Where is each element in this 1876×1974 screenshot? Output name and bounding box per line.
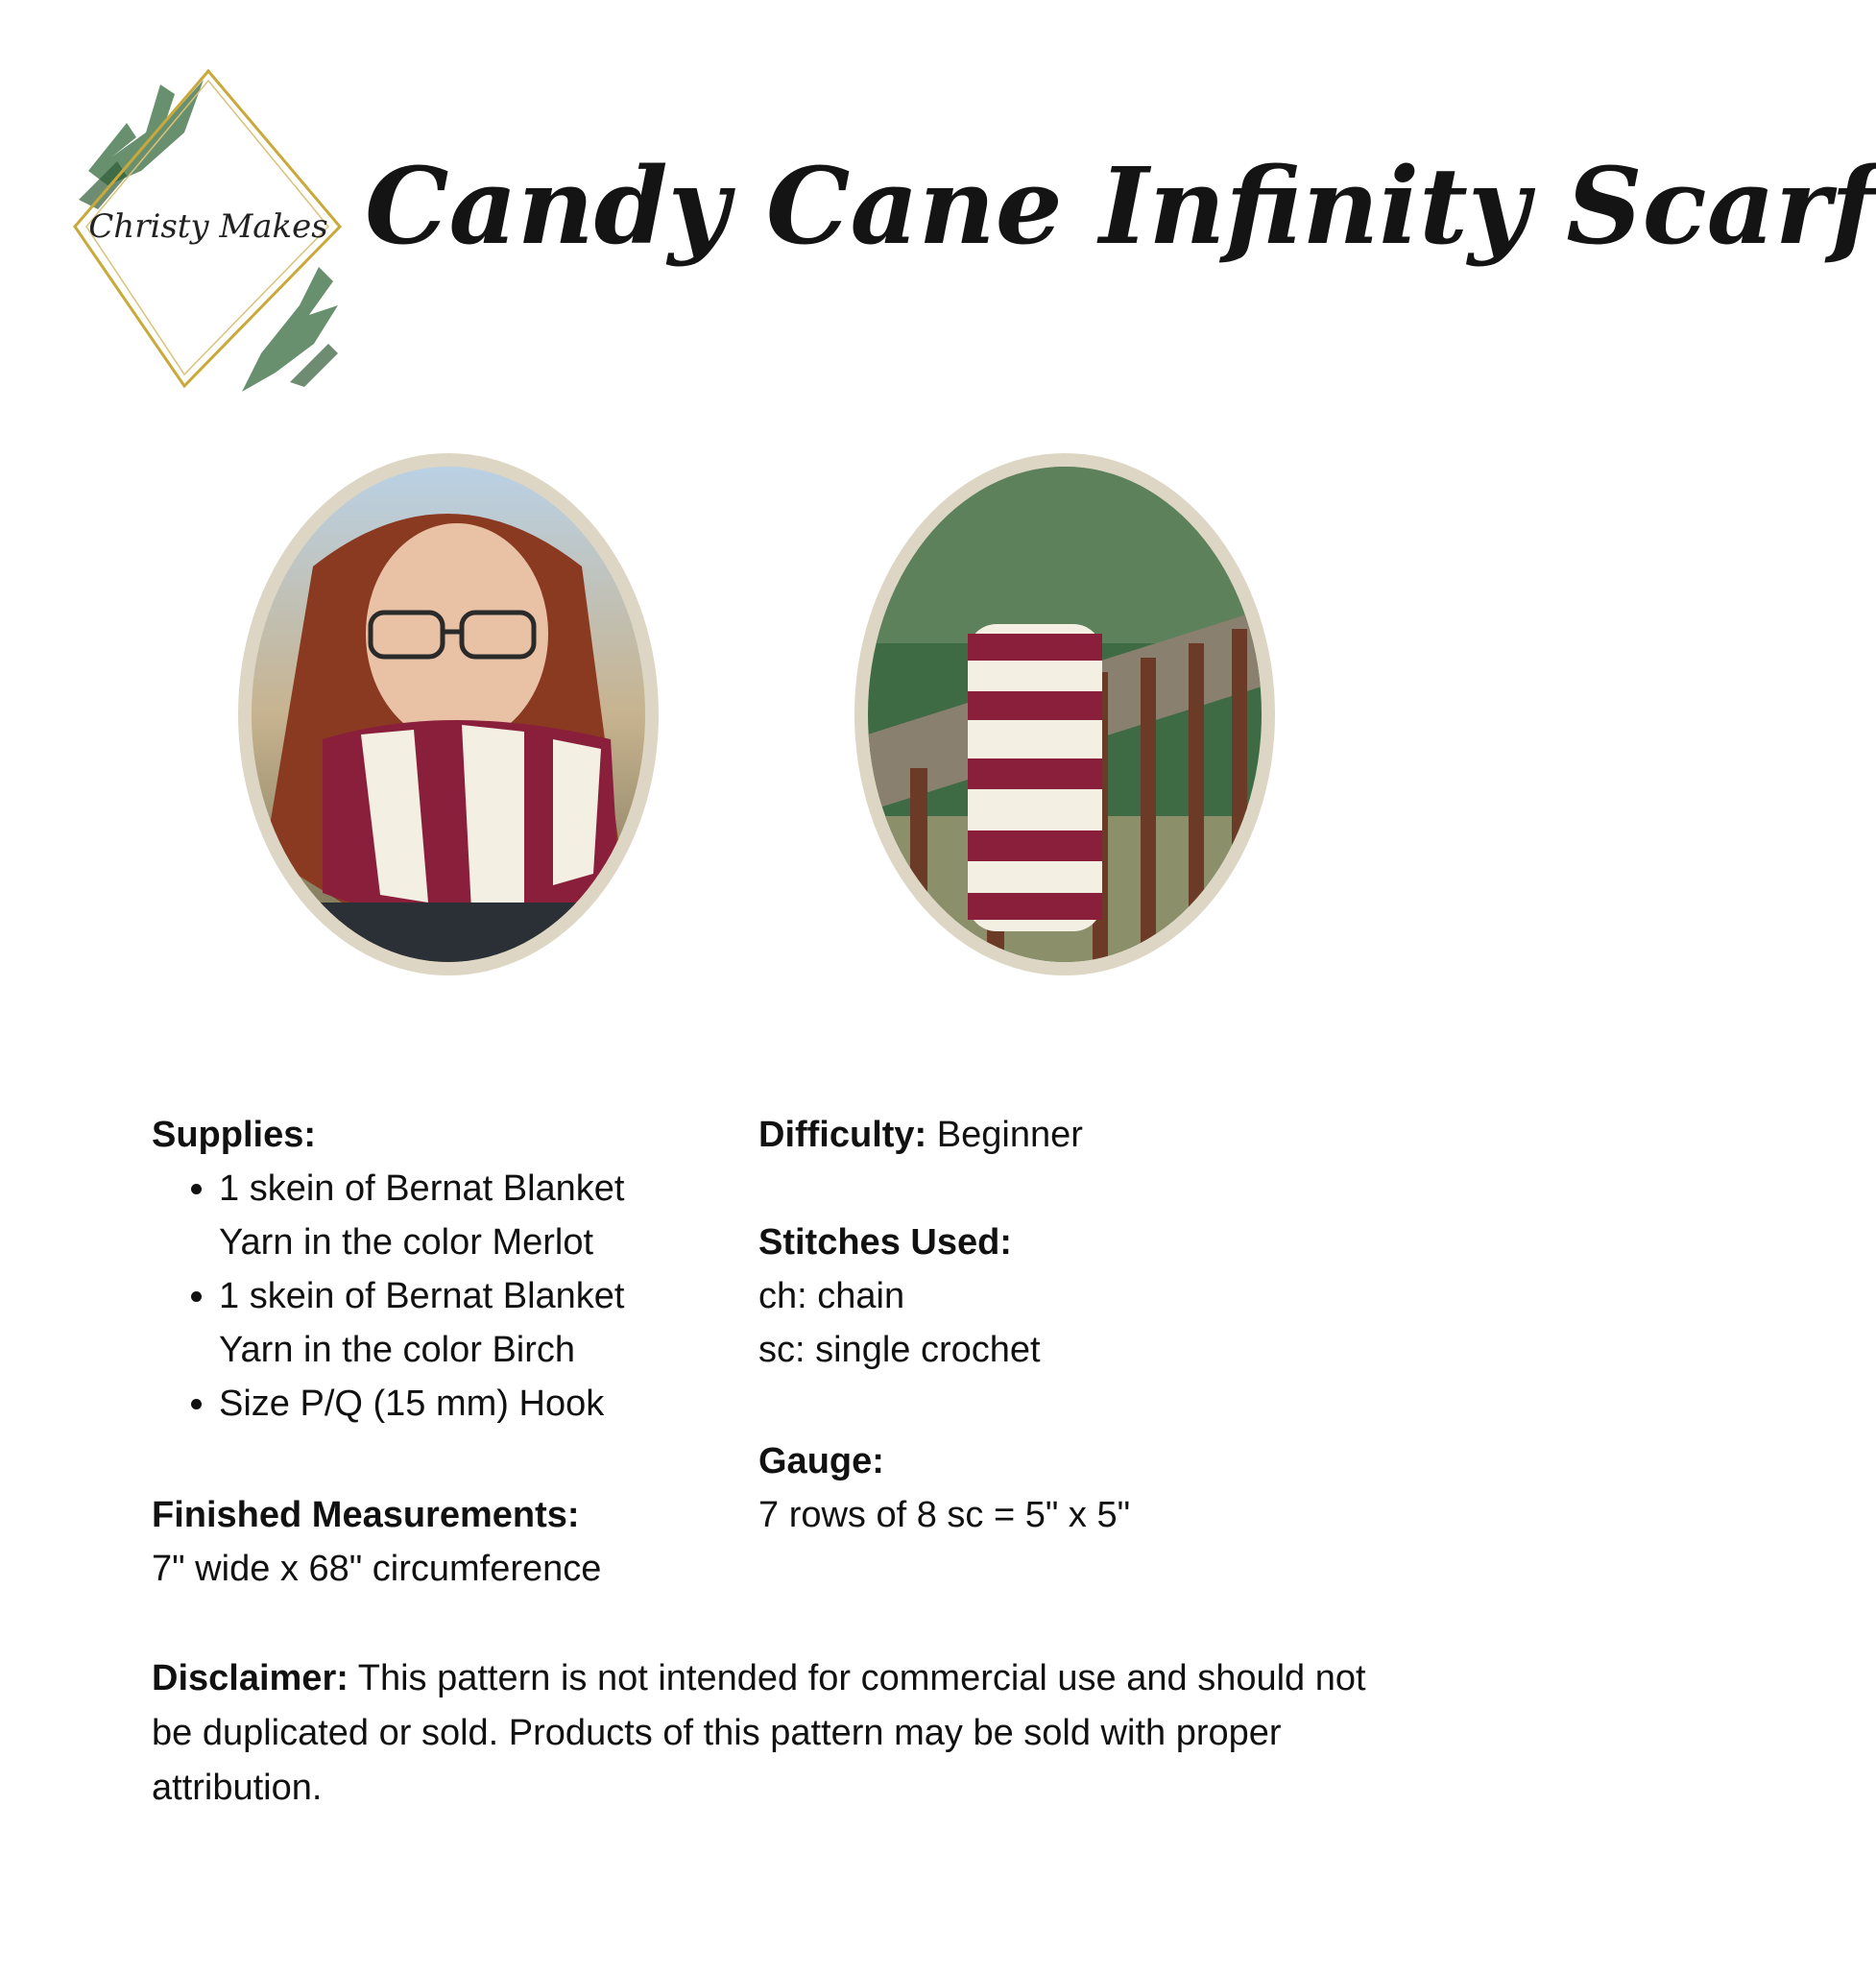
stitch-item: ch: chain: [758, 1276, 905, 1316]
photo-scarf-on-railing: [853, 451, 1277, 977]
supplies-list: [152, 1162, 689, 1431]
supply-item: • 1 skein of Bernat Blanket Yarn in the color Merlot: [219, 1162, 689, 1269]
measurements-label: Finished Measurements:: [152, 1495, 580, 1535]
gauge-value: 7 rows of 8 sc = 5" x 5": [758, 1495, 1131, 1535]
disclaimer-label: Disclaimer:: [152, 1658, 349, 1698]
supply-item: • Size P/Q (15 mm) Hook: [219, 1377, 689, 1431]
page-title: Candy Cane Infinity Scarf: [365, 144, 1876, 268]
disclaimer: [152, 1651, 1400, 1816]
brand-logo: [69, 65, 348, 392]
supplies-label: Supplies:: [152, 1115, 317, 1155]
measurements-value: 7" wide x 68" circumference: [152, 1549, 602, 1589]
difficulty-value: Beginner: [936, 1115, 1083, 1155]
measurements-section: [152, 1488, 747, 1596]
logo-text: Christy Makes: [88, 207, 328, 246]
disclaimer-text: This pattern is not intended for commercial use and should not be duplicated or sold. Products of this pattern may be sold with proper attribution.: [152, 1658, 1366, 1808]
difficulty-section: [758, 1108, 1373, 1162]
supply-item: • 1 skein of Bernat Blanket Yarn in the color Birch: [219, 1269, 689, 1377]
difficulty-label: Difficulty:: [758, 1115, 927, 1155]
gauge-label: Gauge:: [758, 1441, 884, 1481]
stitches-section: [758, 1216, 1373, 1377]
supplies-section: [152, 1108, 689, 1431]
photo-model-wearing-scarf: [236, 451, 661, 977]
stitches-label: Stitches Used:: [758, 1222, 1012, 1263]
gauge-section: [758, 1434, 1373, 1542]
stitch-item: sc: single crochet: [758, 1330, 1041, 1370]
